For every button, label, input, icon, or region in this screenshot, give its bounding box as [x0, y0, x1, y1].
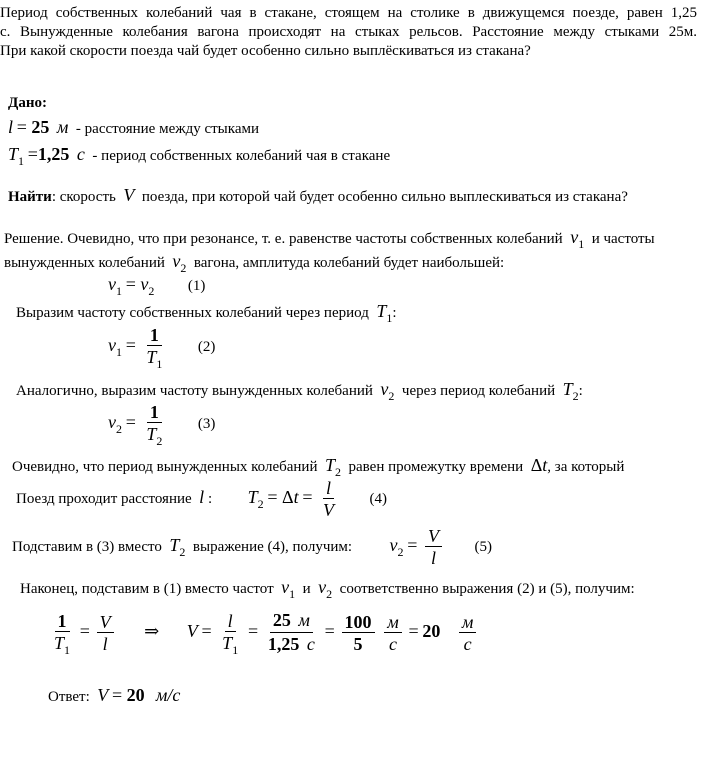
solution-intro-1: Решение. Очевидно, что при резонансе, т. е. равенстве частоты собственных колебаний $\nu_1$ и частоты: [4, 227, 655, 251]
eq5-label: (5): [474, 538, 492, 555]
equation-1: $\nu_1 = \nu_2$ (1): [108, 274, 206, 298]
step-4-text: Очевидно, что период вынужденных колебаний $T_2$ равен промежутку времени Δt, за который: [12, 455, 625, 479]
final-result: 20: [422, 620, 441, 641]
l-unit: м: [56, 117, 69, 137]
find-line: Найти: скорость V поезда, при которой чай будет особенно сильно выплескиваться из стакана?: [8, 185, 628, 205]
var-l: l: [8, 117, 14, 137]
given-heading: Дано:: [8, 95, 47, 111]
l-value: 25: [31, 117, 50, 137]
find-label: Найти: [8, 189, 52, 205]
var-T: T: [8, 144, 19, 164]
answer-label: Ответ:: [48, 689, 90, 705]
final-equation: $\frac{1}{T_1}$ = $\frac{V}{l}$ ⇒ V = $\frac{l}{T_1}$ = $\frac{25 м}{1,25 с}$ = $\frac{100}{5}$ $\frac{м}{с}$ = 20 $\frac{м}{с}$: [48, 610, 479, 657]
given-l-line: l = 25 м - расстояние между стыками: [8, 117, 259, 137]
t-desc: - период собственных колебаний чая в стакане: [92, 148, 391, 164]
step-7-text: Наконец, подставим в (1) вместо частот $\nu_1$ и $\nu_2$ соответственно выражения (2) и (5), получим:: [20, 577, 635, 601]
eq3-label: (3): [197, 415, 216, 432]
equation-5: Подставим в (3) вместо $T_2$ выражение (4), получим: $\nu_2$ = $\frac{V}{l}$ (5): [12, 526, 492, 568]
problem-line-2: с. Вынужденные колебания вагона происходят на стыках рельсов. Расстояние между стыками 25м.: [0, 24, 697, 40]
equation-2: $\nu_1$ = $\frac{1}{T_1}$ (2): [108, 325, 216, 371]
t-unit: с: [76, 144, 85, 164]
t-value: 1,25: [37, 144, 70, 164]
eq4-label: (4): [369, 490, 388, 507]
problem-line-1: Период собственных колебаний чая в стакане, стоящем на столике в движущемся поезде, равен 1,25: [0, 5, 697, 21]
step-2-text: Выразим частоту собственных колебаний через период $T_1$:: [16, 301, 397, 325]
problem-line-3: При какой скорости поезда чай будет особенно сильно выплёскиваться из стакана?: [0, 43, 531, 59]
answer-unit: м/с: [155, 685, 181, 705]
equation-4: Поезд проходит расстояние l : $T_2 = \Delta t$ = $\frac{l}{V}$ (4): [16, 478, 388, 520]
eq1-label: (1): [187, 278, 206, 294]
step-3-text: Аналогично, выразим частоту вынужденных колебаний $\nu_2$ через период колебаний $T_2$:: [16, 379, 583, 403]
answer-line: Ответ: V = 20 м/с: [48, 685, 181, 705]
equation-3: $\nu_2$ = $\frac{1}{T_2}$ (3): [108, 402, 216, 448]
eq2-label: (2): [197, 338, 216, 355]
answer-value: 20: [126, 685, 145, 705]
solution-intro-2: вынужденных колебаний $\nu_2$ вагона, амплитуда колебаний будет наибольшей:: [4, 251, 505, 275]
implies-arrow: ⇒: [144, 620, 160, 641]
given-t-line: $T_1 =1,25$ с - период собственных колебаний чая в стакане: [8, 144, 391, 168]
var-V: V: [123, 185, 135, 205]
l-desc: - расстояние между стыками: [75, 121, 259, 137]
